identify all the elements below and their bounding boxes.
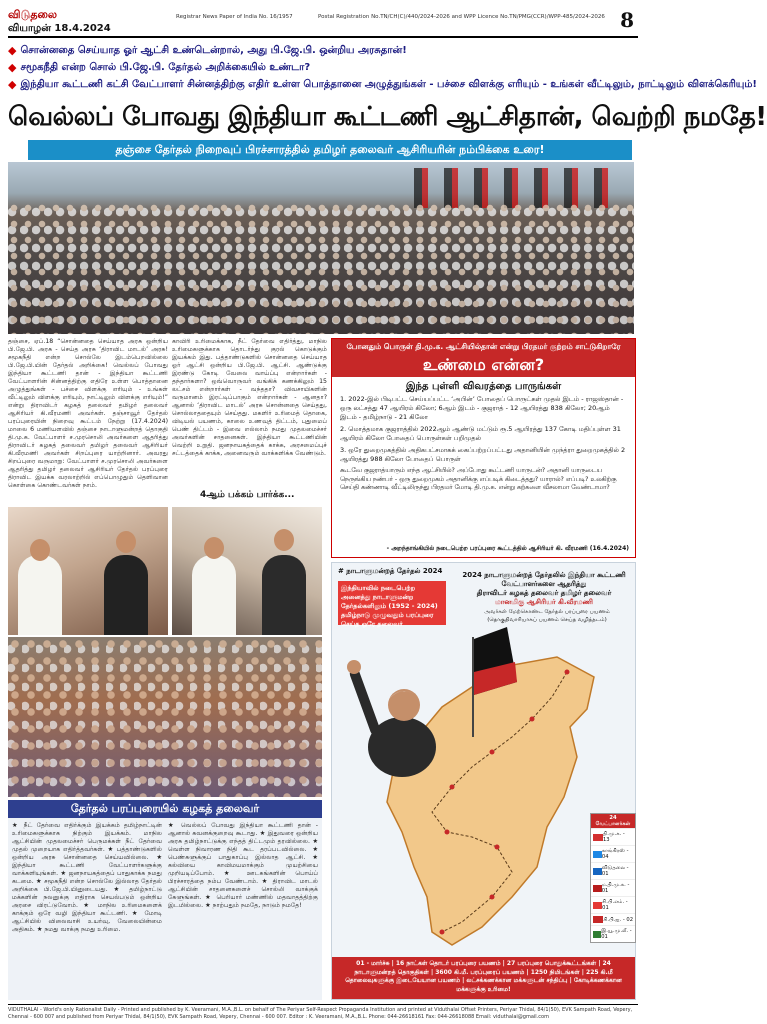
postal-registration-text: Postal Registration No.TN/CH(C)/440/2024-2026 and WPP Licence No.TN/PMG(CCR)/WPP-485/2024-2026 — [318, 14, 605, 20]
issue-date: வியாழன் 18.4.2024 — [8, 23, 111, 34]
person-head — [116, 531, 136, 553]
imprint-footer: VIDUTHALAI - World's only Rationalist Daily - Printed and published by K. Veeramani, M.A.,B.L. on behalf of The Periyar Self-Respect Propaganda Institution and printed at Viduthalai Offset Printers, Periyar Thidal, 84/1(50), EVK Sampath Road, Vepery, Chennai - 600 007 and published from Periyar Thidal, 84/1(50), EVK Sampath Road, Vepery, Chennai - 600 007. Editor : K. Veeramani, M.A.,B.L. Phone: 044-26618161 Fax: 044-26618088 Email: viduthalai@gmail.com — [8, 1004, 638, 1022]
person-head — [274, 529, 294, 551]
legend-label: சி.பி.ஐ. - 02 — [603, 916, 633, 923]
audience-photo — [8, 637, 322, 797]
legend-rows — [591, 828, 635, 942]
campaign-map-box — [331, 562, 636, 1000]
section-title: தேர்தல் பரப்புரையில் கழகத் தலைவர் — [8, 800, 322, 818]
masthead — [8, 6, 638, 38]
section-column-2: ★ வெல்லப் போவது இந்தியா கூட்டணி தான் - ஆனால் கவனக்குறைவு கூடாது. ★ இதுவரை ஒன்றிய அரசு தமிழ்நாட்டுக்கு எந்தத் திட்டமும் தரவில்லை. ★ வெள்ள நிவாரண நிதி கூட தரப்படவில்லை. ★ பெண்களுக்குப் பாதுகாப்பு இல்லாத ஆட்சி. ★ கல்வியை காவிமயமாக்கும் முயற்சியை முறியடிப்போம். ★ ஊடகங்களின் பொய்ப் பிரச்சாரத்தை நம்ப வேண்டாம். ★ திராவிட மாடல் ஆட்சியின் சாதனைகளைச் சொல்லி வாக்குக் கேளுங்கள். ★ பெரியார் மண்ணில் மதவாதத்திற்கு இடமில்லை. ★ நாற்பதும் நமதே, நாடும் நமதே! — [168, 822, 318, 909]
person-head — [30, 539, 50, 561]
party-swatch — [593, 834, 603, 841]
diamond-icon: ◆ — [8, 44, 17, 57]
person-head — [204, 537, 224, 559]
truth-point: 2. மொத்தமாக குஜராத்தில் 2022ஆம் ஆண்டு மட்டும் ரூ.5 ஆயிரத்து 137 கோடி மதிப்புள்ள 31 ஆயிரம் கிலோ போதைப் பொருள்கள் பறிமுதல் — [340, 425, 621, 442]
truth-title: உண்மை என்ன? — [332, 355, 635, 377]
map-title — [458, 571, 630, 607]
party-swatch — [593, 902, 602, 909]
flag-pole — [472, 637, 474, 737]
truth-point: 3. ஒரே துறைமுகத்தில் அதிகபட்சமாகக் கைப்பற்றப்பட்டது அதானியின் முந்த்ரா துறைமுகத்தில் 2 ஆயிரத்து 988 கிலோ போதைப் பொருள் — [340, 446, 626, 463]
truth-points — [332, 395, 635, 464]
legend-title: 24 வேட்பாளர்கள் — [591, 814, 635, 828]
continued-text: 4ஆம் பக்கம் பார்க்க... — [200, 490, 295, 500]
person-figure — [104, 555, 148, 635]
legend-label: ம.தி.மு.க. - 01 — [601, 882, 630, 894]
leader-figure-head — [388, 689, 420, 721]
person-figure — [262, 555, 306, 635]
record-note: இந்தியாவில் நடைபெற்ற அனைத்து நாடாளுமன்ற தேர்தல்களிலும் (1952 - 2024) தமிழ்நாடு முழுவதும் பரப்புரை செய்த ஒரே தலைவர் — [338, 581, 446, 625]
map-subtitle: அவர்கள் மேற்கொண்ட தேர்தல் பரப்புரை பயணம் (தொகுதிவாரியாகப் பயணம் செய்த வழித்தடம்) — [484, 609, 610, 623]
legend-label: தி.மு.க. - 13 — [602, 831, 625, 843]
paper-name: விடுதலை — [8, 8, 58, 21]
legend-label: சி.பி.எம். - 01 — [602, 899, 628, 911]
bullet-item — [8, 42, 638, 59]
leader-figure-hand — [347, 660, 361, 674]
diamond-icon: ◆ — [8, 61, 17, 74]
meeting-photo-1 — [8, 507, 168, 635]
bullet-text: இந்தியா கூட்டணி கட்சி வேட்பாளர் சின்னத்திற்கு எதிர் உள்ள பொத்தானை அழுத்துங்கள் - பச்சை விளக்கு எரியும் - உங்கள் வீட்டிலும், நாட்டிலும் விளக்கெரியும்! — [20, 79, 757, 90]
map-title-line: திராவிடர் கழகத் தலைவர் தமிழர் தலைவர் — [476, 589, 612, 597]
audience-image — [8, 637, 322, 797]
legend-row — [591, 925, 635, 942]
headline-bullets — [8, 42, 757, 93]
route-stop — [565, 670, 570, 675]
truth-banner: போனதும் பொருள் தி.மு.க. ஆட்சியில்தான் என்று பிரதமர் குற்றம் சாட்டுகிறாரே — [332, 339, 635, 355]
legend-row — [591, 913, 635, 925]
route-stop — [445, 830, 450, 835]
party-swatch — [593, 885, 602, 892]
route-stop — [490, 895, 495, 900]
route-stop — [450, 785, 455, 790]
truth-signature: - அறந்தாங்கியில் நடைபெற்ற பரப்புரை கூட்டத்தில் ஆசிரியர் கி. வீரமணி (16.4.2024) — [386, 545, 629, 552]
crowd-image — [8, 202, 634, 334]
bullet-text: சொன்னதை செய்யாத ஓர் ஆட்சி உண்டென்றால், அது பி.ஜே.பி. ஒன்றிய அரசுதான்! — [20, 45, 407, 56]
bullet-item — [8, 76, 757, 93]
legend-label: காங்கிரஸ் - 04 — [601, 848, 629, 860]
party-swatch — [593, 851, 602, 858]
person-figure — [18, 555, 62, 635]
party-swatch — [593, 916, 603, 923]
route-stop — [440, 930, 445, 935]
rally-crowd-photo — [8, 162, 634, 334]
legend-row — [591, 879, 635, 896]
party-legend — [590, 813, 636, 943]
campaign-stats-footer: 01 - மார்ச்சு | 16 நாட்கள் தொடர் பரப்புரை பயணம் | 27 பரப்புரை பொதுக்கூட்டங்கள் | 24 நாடாளுமன்றத் தொகுதிகள் | 3600 கி.மீ. பரப்புரைப் பயணம் | 1250 நிமிடங்கள் | 225 கி.மீ தொலைவுகளுக்கு இடையேயான பயணம் | லட்சக்கணக்கான மக்களுடன் சந்திப்பு | கோடிக்கணக்கான மக்களுக்கு உரிமை! — [332, 957, 635, 999]
leader-campaign-section — [8, 800, 322, 1000]
map-title-line: வேட்பாளர்களை ஆதரித்து — [501, 580, 587, 588]
route-stop — [495, 845, 500, 850]
legend-row — [591, 845, 635, 862]
registration-text: Registrar News Paper of India No. 16/1957 — [176, 14, 293, 20]
truth-subtitle: இந்த புள்ளி விவரத்தை பாருங்கள் — [405, 381, 562, 392]
person-figure — [192, 555, 236, 635]
meeting-photo-2 — [172, 507, 322, 635]
article-column-middle: காவிரி உரிமைக்காக, நீட் தேர்வை எதிர்த்து, மாநில உரிமைகளுக்காக தொடர்ந்து குரல் கொடுக்கும் இயக்கம் இது. பத்தாண்டுகளில் சொன்னதை செய்யாத ஓர் ஆட்சி ஒன்றிய பி.ஜே.பி. ஆட்சி. ஆண்டுக்கு இரண்டு கோடி வேலை வாய்ப்பு என்றார்கள் - தந்தார்களா? ஒவ்வொருவர் வங்கிக் கணக்கிலும் 15 லட்சம் என்றார்கள் - வந்ததா? விவசாயிகளின் வருமானம் இரட்டிப்பாகும் என்றார்கள் - ஆனதா? ஆனால் ‘திராவிட மாடல்’ அரசு சொன்னதை செய்தது, சொல்லாததையும் செய்தது. மகளிர் உரிமைத் தொகை, விடியல் பயணம், காலை உணவுத் திட்டம், புதுமைப் பெண் திட்டம் - இவை எல்லாம் நமது முதலமைச்சர் அவர்களின் சாதனைகள். இந்தியா கூட்டணியின் வெற்றி உறுதி. ஜனநாயகத்தைக் காக்க, அரசமைப்புச் சட்டத்தைக் காக்க, அனைவரும் வாக்களிக்க வேண்டும். — [172, 338, 327, 457]
map-title-leader: மானமிகு ஆசிரியர் கி.வீரமணி — [495, 598, 593, 606]
page-number: 8 — [620, 8, 634, 32]
tamil-nadu-map — [332, 627, 632, 957]
truth-box — [331, 338, 636, 558]
truth-note: கூடவே குஜராத்யாரும் எந்த ஆட்சியில்? அப்போது கூட்டணி யாருடன்? அதானி யாருடைய நெருங்கிய நண்பர் - ஒரு துறைமுகம் அதானிக்கு எப்படிக் கிடைத்தது? யாரால்? எப்படி? உலகிற்கு செய்தி கண்ணாடி வீட்டிலிருந்து பிரதமர் மோடி தி.மு.க. என்று கற்களை வீசலாமா வேண்டாமா? — [340, 467, 617, 491]
route-stop — [530, 717, 535, 722]
legend-row — [591, 862, 635, 879]
legend-row — [591, 896, 635, 913]
legend-label: விடுதலை - 01 — [601, 865, 629, 877]
map-tag: # நாடாளுமன்றத் தேர்தல் 2024 — [338, 567, 443, 575]
main-headline: வெல்லப் போவது இந்தியா கூட்டணி ஆட்சிதான், வெற்றி நமதே! — [8, 102, 767, 132]
article-column-left: தஞ்சை, ஏப்.18 “சொன்னதை செய்யாத அரசு ஒன்றிய பி.ஜே.பி. அரசு - செய்த அரசு ‘திராவிட மாடல்’ அரசு! சமூகநீதி என்ற சொல்லே இடம்பெறவில்லை பி.ஜே.பி.யின் தேர்தல் அறிக்கை! வெல்லப் போவது இந்தியா கூட்டணி தான் - இந்தியா கூட்டணி வேட்பாளரின் சின்னத்திற்கு எதிரே உள்ள பொத்தானை அழுத்துங்கள் - பச்சை விளக்கு எரியும் - உங்கள் வீட்டிலும் விளக்கு எரியும், நாட்டிலும் விளக்கு எரியும்!” என்று திராவிடர் கழகத் தலைவர் தமிழர் தலைவர் ஆசிரியர் கி.வீரமணி அவர்கள். தஞ்சாவூர் தேர்தல் பரப்புரையின் நிறைவு கூட்டம் நேற்று (17.4.2024) மாலை 6 மணியளவில் தஞ்சை நாடாளுமன்றத் தொகுதி தி.மு.க. வேட்பாளர் ச.முரசொலி அவர்களை ஆதரித்து திராவிடர் கழகத் தலைவர் தமிழர் தலைவர் ஆசிரியர் கி.வீரமணி அவர்கள் சிறப்புரை யாற்றினார். அவரது சிறப்புரை வருமாறு: வேட்பாளர் ச.முரசொலி அவர்களை ஆதரித்து தமிழர் தலைவர் ஆசிரியர் தேர்தல் பரப்புரை திராவிட இயக்க வரலாற்றில் எப்பொழுதும் தெளிவான கொள்கை கொண்டவர்கள் நாம். — [8, 338, 168, 489]
leader-figure-arm — [348, 667, 381, 736]
party-swatch — [593, 931, 601, 938]
legend-label: இ.யூ.மு.லீ. - 01 — [601, 928, 632, 940]
route-stop — [490, 750, 495, 755]
subheadline-banner: தஞ்சை தேர்தல் நிறைவுப் பிரச்சாரத்தில் தமிழர் தலைவர் ஆசிரியரின் நம்பிக்கை உரை! — [28, 140, 632, 160]
section-columns — [12, 822, 318, 996]
bullet-item — [8, 59, 638, 76]
truth-point: 1. 2022-இல் பிடிபட்ட செய்யப்பட்ட ‘அபின்’ போதைப் பொருட்கள் முதல் இடம் - ராஜஸ்தான் - ஒரு லட்சத்து 47 ஆயிரம் கிலோ; 6ஆம் இடம் - குஜராத் - 12 ஆயிரத்து 838 கிலோ; 20ஆம் இடம் - தமிழ்நாடு - 21 கிலோ — [340, 395, 624, 421]
bullet-text: சமூகநீதி என்ற சொல் பி.ஜே.பி. தேர்தல் அறிக்கையில் உண்டா? — [20, 62, 311, 73]
legend-row — [591, 828, 635, 845]
party-swatch — [593, 868, 602, 875]
continued-link[interactable] — [200, 490, 294, 501]
diamond-icon: ◆ — [8, 78, 17, 91]
section-column-1: ★ நீட் தேர்வை எதிர்க்கும் இயக்கம் தமிழ்நாட்டின் உரிமைகளுக்காக நிற்கும் இயக்கம். மாநில ஆட்சியின் முதலமைச்சர் பெருமக்கள் நீட் தேர்வை முதல் முறையாக எதிர்த்தவர்கள். ★ பத்தாண்டுகளில் ஒன்றிய அரசு சொன்னதை செய்யவில்லை. ★ இந்தியா கூட்டணி வேட்பாளர்களுக்கு வாக்களியுங்கள். ★ ஜனநாயகத்தைப் பாதுகாக்க நமது கடமை. ★ சமூகநீதி என்ற சொல்லே இல்லாத தேர்தல் அறிக்கை பி.ஜே.பி.யினுடையது. ★ தமிழ்நாட்டு மக்களின் நலனுக்கு எதிராக செயல்படும் ஒன்றிய அரசை விரட்டுவோம். ★ மாநில உரிமைகளைக் காக்கும் ஒரே வழி இந்தியா கூட்டணி. ★ மோடி ஆட்சியில் விலைவாசி உயர்வு, வேலையின்மை அதிகம். ★ நமது வாக்கு நமது உரிமை. — [12, 822, 162, 933]
map-title-line: 2024 நாடாளுமன்றத் தேர்தலில் இந்தியா கூட்டணி — [462, 571, 626, 579]
